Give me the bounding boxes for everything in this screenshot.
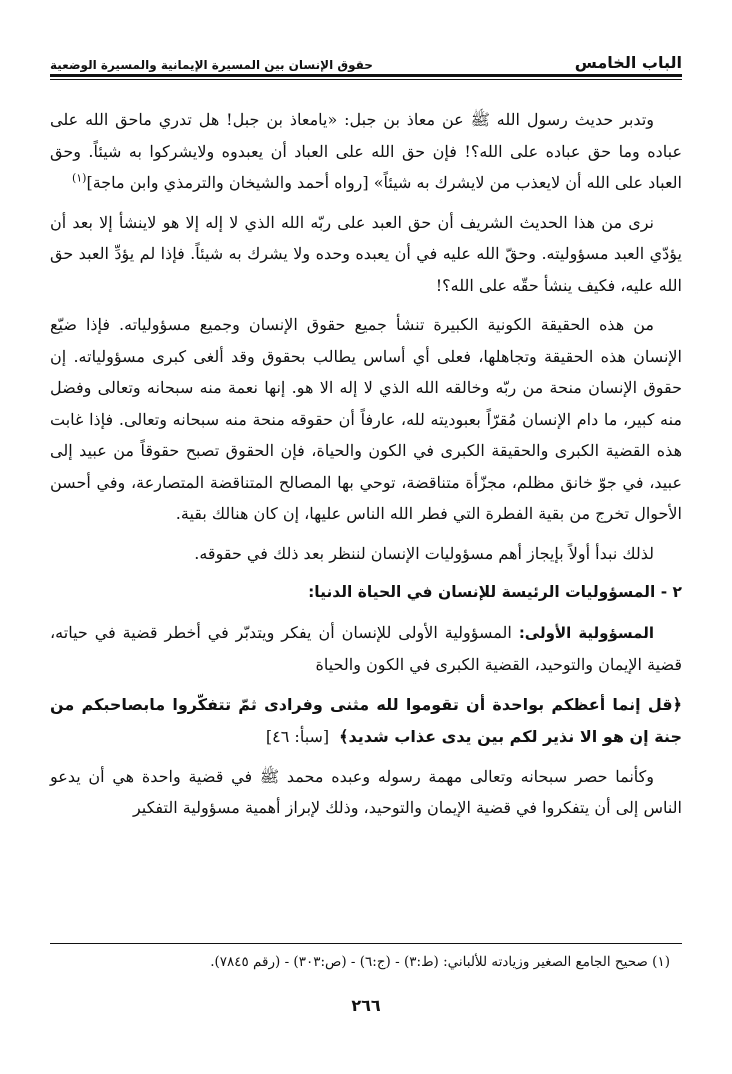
running-header [50,44,682,72]
paragraph-intro-responsibilities: لذلك نبدأ أولاً بإيجاز أهم مسؤوليات الإنسان لننظر بعد ذلك في حقوقه. [194,543,654,563]
page-number: ٢٦٦ [351,996,381,1015]
paragraph-commentary: نرى من هذا الحديث الشريف أن حق العبد على ربّه الله الذي لا إله إلا هو لاينشأ إلا بعد أن يؤدّي العبد مسؤوليته. وحقّ الله عليه في أن يعبده وحده ولا يشرك به شيئاً. فإذا لم يؤدِّ العبد حق الله عليه، فكيف ينشأ حقّه على الله؟! [50,212,682,295]
footnote-marker: (١) [71,171,87,185]
footnote-separator [50,943,682,944]
paragraph-hadith-text: وتدبر حديث رسول الله ﷺ عن معاذ بن جبل: «يامعاذ بن جبل! هل تدري ماحق الله على عباده وما حق عباده على الله؟! فإن حق الله على العباد أن يعبدوه ولايشركوا به شيئاً. وحق العباد على الله أن لايعذب من لايشرك به شيئاً» [رواه أحمد والشيخان والترمذي وابن ماجة] [50,110,682,192]
paragraph-rights-origin: من هذه الحقيقة الكونية الكبيرة تنشأ جميع حقوق الإنسان وجميع مسؤولياته. فإذا ضيّع الإنسان هذه الحقيقة وتجاهلها، فعلى أي أساس يطالب بحقوق وقد ألغى كبرى مسؤولياته. إن حقوق الإنسان منحة من ربّه وخالقه الله الذي لا إله الا هو. إنها نعمة منه سبحانه وتعالى وفضل منه كبير، ما دام الإنسان مُقرّاً بعبوديته لله، عارفاً أن حقوقه منحة منه سبحانه وتعالى. فإذا غابت هذه القضية الكبرى والحقيقة الكبرى في الكون والحياة، فإن الحقوق تصبح حقوقاً من عبيد إلى عبيد، في جوّ خانق مظلم، مجزّأة متناقضة، توحي بها المصالح المتناقضة المتصارعة، وفي أحسن الأحوال تخرج من بقية الفطرة التي فطر الله الناس عليها، إن كان هنالك بقية. [50,315,682,523]
paragraph-first-responsibility [50,617,682,681]
section-heading: ٢ - المسؤوليات الرئيسة للإنسان في الحياة الدنيا: [308,583,682,601]
responsibility-text: المسؤولية الأولى للإنسان أن يفكر ويتدبّر في أخطر قضية في حياته، قضية الإيمان والتوحيد، القضية الكبرى في الكون والحياة [50,622,682,674]
verse-text: ﴿قل إنما أعظكم بواحدة أن تقوموا لله مثنى وفرادى ثمّ تتفكّروا مابصاحبكم من جنة إن هو الا نذير لكم بين يدى عذاب شديد﴾ [50,694,682,746]
responsibility-label: المسؤولية الأولى: [518,623,655,642]
page-body [50,104,682,832]
chapter-title: الباب الخامس [574,53,682,72]
quran-verse [50,689,682,753]
verse-reference: [سبأ: ٤٦] [265,726,330,746]
book-subtitle: حقوق الإنسان بين المسيرة الإيمانية والمسيرة الوضعية [50,58,373,72]
footnote: (١) صحيح الجامع الصغير وزيادته للألباني: (ط:٣) - (ج:٦) - (ص:٣٠٣) - (رقم ٧٨٤٥). [210,954,670,970]
paragraph-hadith [50,104,682,199]
header-rule-thin [50,79,682,80]
header-rule-thick [50,74,682,77]
paragraph-closing: وكأنما حصر سبحانه وتعالى مهمة رسوله وعبده محمد ﷺ في قضية واحدة هي أن يدعو الناس إلى أن يتفكروا في قضية الإيمان والتوحيد، وذلك لإبراز أهمية مسؤولية التفكير [50,766,682,817]
